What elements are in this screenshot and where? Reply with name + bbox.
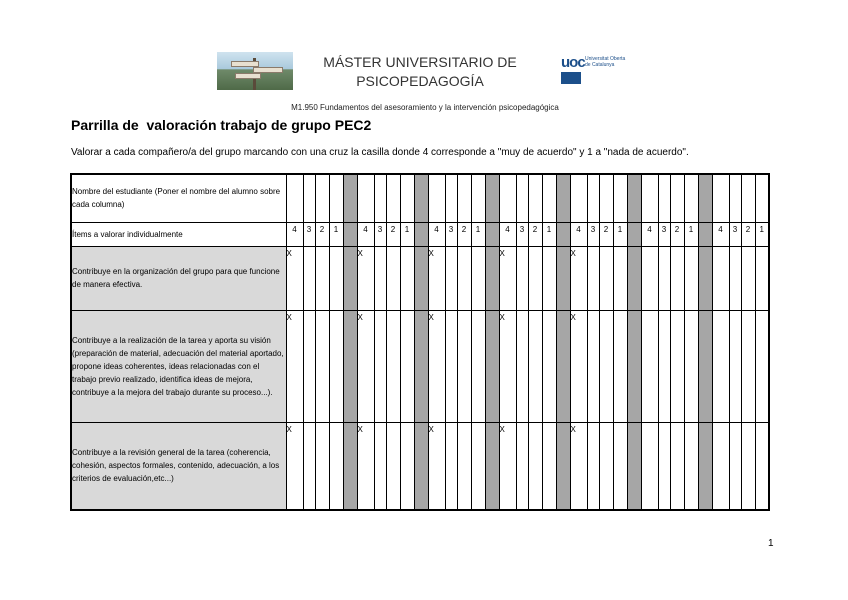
student-name-cell[interactable]	[613, 174, 627, 222]
scale-row	[71, 222, 769, 246]
scale-value: 3	[516, 222, 528, 246]
scale-value: 3	[729, 222, 741, 246]
scale-value: 2	[599, 222, 613, 246]
rating-cell[interactable]	[613, 310, 627, 422]
page-title	[300, 53, 540, 91]
rating-mark[interactable]: X	[499, 246, 516, 310]
rating-cell[interactable]	[386, 246, 400, 310]
student-name-cell[interactable]	[542, 174, 556, 222]
scale-value: 4	[499, 222, 516, 246]
signpost-logo	[217, 52, 293, 90]
rating-cell[interactable]	[599, 422, 613, 510]
rating-mark[interactable]: X	[428, 310, 445, 422]
rating-cell[interactable]	[755, 246, 769, 310]
column-separator	[627, 246, 641, 310]
rating-mark[interactable]: X	[570, 246, 587, 310]
scale-value: 4	[286, 222, 303, 246]
column-separator	[414, 222, 428, 246]
rating-mark[interactable]: X	[357, 246, 374, 310]
scale-value: 4	[570, 222, 587, 246]
scale-value: 1	[684, 222, 698, 246]
scale-value: 1	[400, 222, 414, 246]
rating-mark[interactable]: X	[570, 310, 587, 422]
column-separator	[414, 422, 428, 510]
course-subtitle: M1.950 Fundamentos del asesoramiento y la intervención psicopedagógica	[291, 103, 559, 112]
student-name-cell[interactable]	[315, 174, 329, 222]
student-name-cell[interactable]	[658, 174, 670, 222]
rating-cell[interactable]	[315, 310, 329, 422]
column-separator	[414, 174, 428, 222]
item-row-3-label: Contribuye a la revisión general de la tarea (coherencia, cohesión, aspectos formales, contenido, adecuación, a los criterios de evaluación,etc...)	[71, 422, 286, 510]
column-separator	[556, 222, 570, 246]
column-separator	[627, 422, 641, 510]
scale-value: 1	[613, 222, 627, 246]
rating-cell[interactable]	[542, 310, 556, 422]
rating-cell[interactable]	[471, 310, 485, 422]
uoc-logo-text: uoc	[561, 54, 585, 71]
column-separator	[343, 310, 357, 422]
student-name-cell[interactable]	[329, 174, 343, 222]
student-name-cell[interactable]	[386, 174, 400, 222]
rating-mark[interactable]: X	[499, 422, 516, 510]
rating-cell[interactable]	[670, 422, 684, 510]
student-name-cell[interactable]	[684, 174, 698, 222]
student-name-cell[interactable]	[286, 174, 303, 222]
column-separator	[556, 174, 570, 222]
scale-value: 2	[741, 222, 755, 246]
page-number: 1	[768, 538, 774, 549]
rating-cell[interactable]	[587, 246, 599, 310]
rating-cell[interactable]	[516, 246, 528, 310]
rating-cell[interactable]	[457, 310, 471, 422]
column-separator	[343, 422, 357, 510]
uoc-logo-caption: Universitat Oberta de Catalunya	[585, 56, 626, 68]
rating-cell[interactable]	[386, 422, 400, 510]
rating-cell[interactable]	[303, 246, 315, 310]
rating-cell[interactable]	[528, 246, 542, 310]
rating-cell[interactable]	[329, 310, 343, 422]
rating-cell[interactable]	[542, 422, 556, 510]
rating-cell[interactable]	[729, 246, 741, 310]
scale-value: 4	[428, 222, 445, 246]
rating-cell[interactable]	[457, 422, 471, 510]
column-separator	[627, 174, 641, 222]
student-name-cell[interactable]	[729, 174, 741, 222]
rating-cell[interactable]	[516, 422, 528, 510]
item-row-2-label: Contribuye a la realización de la tarea y aporta su visión (preparación de material, adecuación del material aportado, propone ideas coherentes, ideas relacionadas con el trabajo previo realizado, identifica ideas de mejora, contribuye a la mejora del trabajo durante su proceso...).	[71, 310, 286, 422]
student-name-cell[interactable]	[741, 174, 755, 222]
student-name-cell[interactable]	[528, 174, 542, 222]
column-separator	[698, 246, 712, 310]
rating-cell[interactable]	[741, 310, 755, 422]
student-name-row-label: Nombre del estudiante (Poner el nombre del alumno sobre cada columna)	[71, 174, 286, 222]
scale-value: 3	[587, 222, 599, 246]
rating-cell[interactable]	[445, 246, 457, 310]
student-name-cell[interactable]	[303, 174, 315, 222]
rating-cell[interactable]	[329, 246, 343, 310]
rating-cell[interactable]	[400, 422, 414, 510]
student-name-cell[interactable]	[400, 174, 414, 222]
rating-cell[interactable]	[684, 246, 698, 310]
student-name-cell[interactable]	[357, 174, 374, 222]
column-separator	[698, 310, 712, 422]
rating-mark[interactable]: X	[570, 422, 587, 510]
rating-mark[interactable]: X	[499, 310, 516, 422]
student-name-cell[interactable]	[587, 174, 599, 222]
rating-cell[interactable]	[445, 422, 457, 510]
rating-cell[interactable]	[315, 422, 329, 510]
rating-mark[interactable]: X	[286, 246, 303, 310]
scale-value: 1	[755, 222, 769, 246]
uoc-logo	[561, 54, 631, 86]
rating-cell[interactable]	[729, 422, 741, 510]
column-separator	[627, 222, 641, 246]
student-name-cell[interactable]	[599, 174, 613, 222]
scale-value: 2	[315, 222, 329, 246]
grid-heading: Parrilla de valoración trabajo de grupo PEC2	[71, 117, 372, 133]
rating-cell[interactable]	[684, 422, 698, 510]
student-name-cell[interactable]	[570, 174, 587, 222]
student-name-cell[interactable]	[712, 174, 729, 222]
column-separator	[343, 222, 357, 246]
rating-cell[interactable]	[542, 246, 556, 310]
rating-cell[interactable]	[712, 422, 729, 510]
rating-cell[interactable]	[374, 246, 386, 310]
rating-cell[interactable]	[670, 246, 684, 310]
rating-mark[interactable]: X	[428, 246, 445, 310]
rating-cell[interactable]	[658, 246, 670, 310]
rating-cell[interactable]	[445, 310, 457, 422]
scale-value: 4	[641, 222, 658, 246]
rating-cell[interactable]	[741, 246, 755, 310]
scale-value: 4	[712, 222, 729, 246]
column-separator	[343, 246, 357, 310]
rating-cell[interactable]	[729, 310, 741, 422]
scale-value: 3	[658, 222, 670, 246]
column-separator	[698, 174, 712, 222]
rating-cell[interactable]	[641, 246, 658, 310]
rating-cell[interactable]	[599, 310, 613, 422]
scale-value: 1	[329, 222, 343, 246]
column-separator	[485, 246, 499, 310]
item-row-3	[71, 422, 769, 510]
rating-cell[interactable]	[386, 310, 400, 422]
rating-cell[interactable]	[303, 422, 315, 510]
student-name-cell[interactable]	[445, 174, 457, 222]
column-separator	[343, 174, 357, 222]
column-separator	[485, 310, 499, 422]
column-separator	[627, 310, 641, 422]
student-name-cell[interactable]	[457, 174, 471, 222]
student-name-cell[interactable]	[516, 174, 528, 222]
item-row-2	[71, 310, 769, 422]
rating-cell[interactable]	[516, 310, 528, 422]
rating-cell[interactable]	[641, 310, 658, 422]
rating-cell[interactable]	[712, 246, 729, 310]
column-separator	[414, 310, 428, 422]
rating-cell[interactable]	[315, 246, 329, 310]
column-separator	[698, 222, 712, 246]
rating-cell[interactable]	[400, 246, 414, 310]
rating-cell[interactable]	[457, 246, 471, 310]
column-separator	[698, 422, 712, 510]
column-separator	[485, 222, 499, 246]
student-name-cell[interactable]	[755, 174, 769, 222]
rating-cell[interactable]	[613, 246, 627, 310]
scale-value: 3	[445, 222, 457, 246]
student-name-cell[interactable]	[374, 174, 386, 222]
rating-mark[interactable]: X	[286, 422, 303, 510]
rating-cell[interactable]	[755, 310, 769, 422]
scale-value: 2	[457, 222, 471, 246]
rating-mark[interactable]: X	[286, 310, 303, 422]
rating-cell[interactable]	[374, 310, 386, 422]
rating-mark[interactable]: X	[357, 310, 374, 422]
rating-cell[interactable]	[755, 422, 769, 510]
column-separator	[556, 422, 570, 510]
column-separator	[485, 174, 499, 222]
rating-cell[interactable]	[599, 246, 613, 310]
student-name-cell[interactable]	[471, 174, 485, 222]
title-line-2: PSICOPEDAGOGÍA	[356, 73, 484, 89]
student-name-row	[71, 174, 769, 222]
instruction-text: Valorar a cada compañero/a del grupo marcando con una cruz la casilla donde 4 corresponde a "muy de acuerdo" y 1 a "nada de acuerdo".	[71, 147, 689, 158]
scale-value: 3	[374, 222, 386, 246]
rating-mark[interactable]: X	[428, 422, 445, 510]
rating-cell[interactable]	[741, 422, 755, 510]
item-row-1	[71, 246, 769, 310]
scale-value: 2	[386, 222, 400, 246]
column-separator	[485, 422, 499, 510]
rating-cell[interactable]	[613, 422, 627, 510]
student-name-cell[interactable]	[670, 174, 684, 222]
title-line-1: MÁSTER UNIVERSITARIO DE	[323, 54, 517, 70]
item-row-1-label: Contribuye en la organización del grupo para que funcione de manera efectiva.	[71, 246, 286, 310]
scale-value: 1	[542, 222, 556, 246]
rating-cell[interactable]	[587, 422, 599, 510]
rating-cell[interactable]	[303, 310, 315, 422]
scale-value: 2	[528, 222, 542, 246]
rating-cell[interactable]	[641, 422, 658, 510]
rating-cell[interactable]	[670, 310, 684, 422]
rating-cell[interactable]	[374, 422, 386, 510]
student-name-cell[interactable]	[428, 174, 445, 222]
rating-cell[interactable]	[528, 422, 542, 510]
rating-cell[interactable]	[658, 310, 670, 422]
rating-mark[interactable]: X	[357, 422, 374, 510]
column-separator	[556, 310, 570, 422]
scale-value: 3	[303, 222, 315, 246]
rating-cell[interactable]	[400, 310, 414, 422]
scale-value: 4	[357, 222, 374, 246]
rating-cell[interactable]	[329, 422, 343, 510]
rating-cell[interactable]	[658, 422, 670, 510]
column-separator	[414, 246, 428, 310]
scale-value: 2	[670, 222, 684, 246]
rating-cell[interactable]	[712, 310, 729, 422]
student-name-cell[interactable]	[499, 174, 516, 222]
assessment-grid	[70, 173, 770, 511]
student-name-cell[interactable]	[641, 174, 658, 222]
column-separator	[556, 246, 570, 310]
rating-cell[interactable]	[471, 422, 485, 510]
rating-cell[interactable]	[471, 246, 485, 310]
rating-cell[interactable]	[684, 310, 698, 422]
scale-value: 1	[471, 222, 485, 246]
rating-cell[interactable]	[587, 310, 599, 422]
rating-cell[interactable]	[528, 310, 542, 422]
scale-row-label: Ítems a valorar individualmente	[71, 222, 286, 246]
